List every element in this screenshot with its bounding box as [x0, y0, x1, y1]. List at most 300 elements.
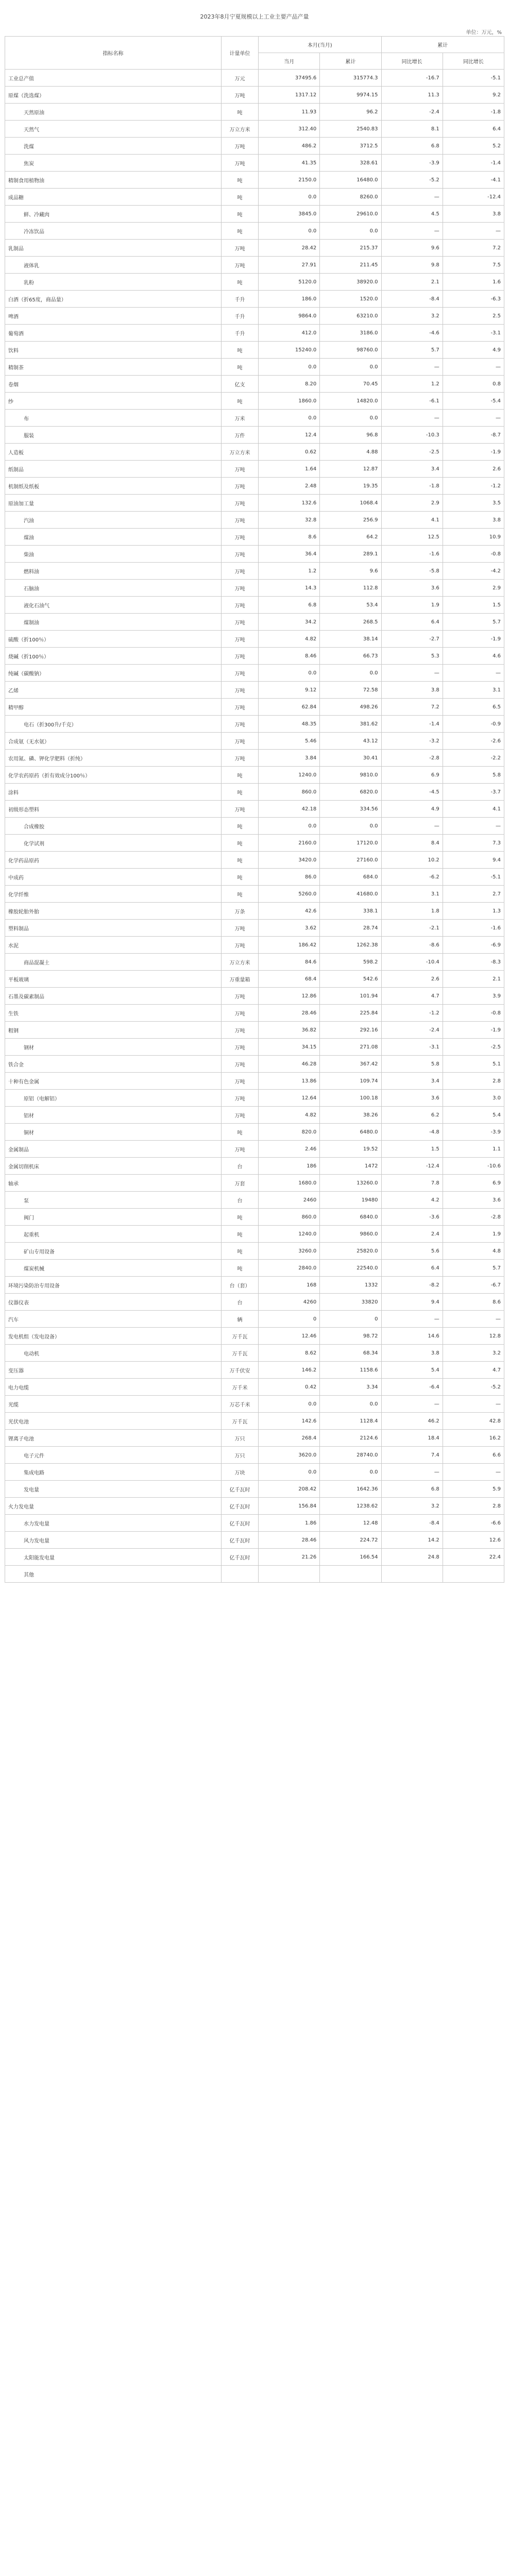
- row-cur-cell: 2160.0: [259, 835, 320, 852]
- row-name-cell: 工业总产值: [5, 70, 222, 87]
- table-row: [5, 376, 504, 393]
- row-cumg-cell: -1.4: [443, 155, 504, 172]
- row-unit-cell: 万立方米: [222, 121, 259, 138]
- row-name-cell: 中成药: [5, 869, 222, 886]
- row-unit-cell: 万吨: [222, 478, 259, 495]
- row-unit-cell: 万套: [222, 1175, 259, 1192]
- row-cum-cell: 28740.0: [320, 1447, 381, 1464]
- table-row: [5, 597, 504, 614]
- row-cum-cell: 3.34: [320, 1379, 381, 1396]
- row-cum-cell: 13260.0: [320, 1175, 381, 1192]
- row-cumg-cell: —: [443, 1464, 504, 1481]
- table-row: [5, 189, 504, 206]
- row-name-cell: 纯碱（碳酸钠）: [5, 665, 222, 682]
- row-name-cell: 煤炭机械: [5, 1260, 222, 1277]
- row-curg-cell: 6.4: [381, 614, 443, 631]
- row-name-cell: 乳制品: [5, 240, 222, 257]
- row-name-cell: 乳粉: [5, 274, 222, 291]
- table-row: [5, 308, 504, 325]
- row-cumg-cell: 1.1: [443, 1141, 504, 1158]
- row-unit-cell: 万吨: [222, 614, 259, 631]
- row-cur-cell: 27.91: [259, 257, 320, 274]
- row-curg-cell: 7.4: [381, 1447, 443, 1464]
- row-name-cell: 光缆: [5, 1396, 222, 1413]
- row-name-cell: 钢材: [5, 1039, 222, 1056]
- row-curg-cell: -3.9: [381, 155, 443, 172]
- row-name-cell: 煤油: [5, 529, 222, 546]
- row-cum-cell: 1158.6: [320, 1362, 381, 1379]
- row-cur-cell: 42.6: [259, 903, 320, 920]
- row-cumg-cell: 9.4: [443, 852, 504, 869]
- row-cur-cell: 0.0: [259, 359, 320, 376]
- row-curg-cell: 3.4: [381, 1073, 443, 1090]
- row-cumg-cell: 7.3: [443, 835, 504, 852]
- row-cumg-cell: -1.9: [443, 444, 504, 461]
- row-name-cell: 仪器仪表: [5, 1294, 222, 1311]
- table-row: [5, 1243, 504, 1260]
- row-cur-cell: 21.26: [259, 1549, 320, 1566]
- row-name-cell: 葡萄酒: [5, 325, 222, 342]
- row-cur-cell: 86.0: [259, 869, 320, 886]
- row-name-cell: 风力发电量: [5, 1532, 222, 1549]
- row-cum-cell: 19.52: [320, 1141, 381, 1158]
- table-row: [5, 1056, 504, 1073]
- row-cum-cell: 19480: [320, 1192, 381, 1209]
- row-cur-cell: 1860.0: [259, 393, 320, 410]
- row-cumg-cell: 6.4: [443, 121, 504, 138]
- row-cumg-cell: 3.0: [443, 1090, 504, 1107]
- row-unit-cell: 万吨: [222, 240, 259, 257]
- row-curg-cell: -8.6: [381, 937, 443, 954]
- row-name-cell: 乙烯: [5, 682, 222, 699]
- row-curg-cell: -6.1: [381, 393, 443, 410]
- row-name-cell: 化学试剂: [5, 835, 222, 852]
- row-cur-cell: 186.42: [259, 937, 320, 954]
- row-curg-cell: -2.1: [381, 920, 443, 937]
- table-row: [5, 512, 504, 529]
- row-curg-cell: 3.4: [381, 461, 443, 478]
- row-cumg-cell: 9.2: [443, 87, 504, 104]
- table-row: [5, 206, 504, 223]
- row-curg-cell: —: [381, 818, 443, 835]
- row-cumg-cell: 6.6: [443, 1447, 504, 1464]
- row-name-cell: 铝材: [5, 1107, 222, 1124]
- row-cur-cell: 11.93: [259, 104, 320, 121]
- row-cum-cell: 381.62: [320, 716, 381, 733]
- row-cur-cell: 42.18: [259, 801, 320, 818]
- row-cur-cell: 860.0: [259, 1209, 320, 1226]
- row-curg-cell: 2.1: [381, 274, 443, 291]
- row-cumg-cell: 2.9: [443, 580, 504, 597]
- row-curg-cell: -4.5: [381, 784, 443, 801]
- row-cumg-cell: 1.3: [443, 903, 504, 920]
- row-unit-cell: 吨: [222, 1260, 259, 1277]
- table-row: [5, 1532, 504, 1549]
- row-cumg-cell: 16.2: [443, 1430, 504, 1447]
- row-name-cell: 生铁: [5, 1005, 222, 1022]
- row-cur-cell: 32.8: [259, 512, 320, 529]
- row-name-cell: 洗煤: [5, 138, 222, 155]
- row-curg-cell: 1.9: [381, 597, 443, 614]
- row-name-cell: 电石（折300升/千克）: [5, 716, 222, 733]
- row-curg-cell: 3.2: [381, 308, 443, 325]
- row-unit-cell: 万吨: [222, 699, 259, 716]
- row-unit-cell: 亿支: [222, 376, 259, 393]
- row-cumg-cell: —: [443, 410, 504, 427]
- table-row: [5, 410, 504, 427]
- row-cum-cell: 101.94: [320, 988, 381, 1005]
- row-unit-cell: 吨: [222, 818, 259, 835]
- row-curg-cell: 3.1: [381, 886, 443, 903]
- row-cum-cell: 0.0: [320, 1396, 381, 1413]
- row-cur-cell: 0.0: [259, 223, 320, 240]
- row-curg-cell: 5.6: [381, 1243, 443, 1260]
- row-cumg-cell: -2.2: [443, 750, 504, 767]
- row-cum-cell: 9.6: [320, 563, 381, 580]
- row-cur-cell: 0.62: [259, 444, 320, 461]
- table-row: [5, 342, 504, 359]
- row-cur-cell: 6.8: [259, 597, 320, 614]
- row-name-cell: 涂料: [5, 784, 222, 801]
- table-row: [5, 1294, 504, 1311]
- table-row: [5, 1022, 504, 1039]
- row-name-cell: 其他: [5, 1566, 222, 1583]
- table-row: [5, 257, 504, 274]
- row-unit-cell: 吨: [222, 835, 259, 852]
- row-unit-cell: 万吨: [222, 1107, 259, 1124]
- row-unit-cell: 吨: [222, 342, 259, 359]
- row-unit-cell: 万吨: [222, 920, 259, 937]
- row-cumg-cell: 5.4: [443, 1107, 504, 1124]
- row-cum-cell: 598.2: [320, 954, 381, 971]
- row-unit-cell: 吨: [222, 206, 259, 223]
- row-cum-cell: 8260.0: [320, 189, 381, 206]
- row-cumg-cell: -6.7: [443, 1277, 504, 1294]
- row-cumg-cell: 4.8: [443, 1243, 504, 1260]
- table-row: [5, 971, 504, 988]
- row-name-cell: 石墨及碳素制品: [5, 988, 222, 1005]
- row-cumg-cell: 22.4: [443, 1549, 504, 1566]
- row-name-cell: 汽油: [5, 512, 222, 529]
- row-unit-cell: 万芯千米: [222, 1396, 259, 1413]
- table-row: [5, 563, 504, 580]
- row-curg-cell: —: [381, 1464, 443, 1481]
- row-curg-cell: 46.2: [381, 1413, 443, 1430]
- row-cumg-cell: -6.3: [443, 291, 504, 308]
- row-name-cell: 太阳能发电量: [5, 1549, 222, 1566]
- row-cum-cell: 9810.0: [320, 767, 381, 784]
- table-row: [5, 784, 504, 801]
- table-row: [5, 869, 504, 886]
- row-curg-cell: 4.5: [381, 206, 443, 223]
- row-curg-cell: 6.8: [381, 1481, 443, 1498]
- row-unit-cell: 万吨: [222, 529, 259, 546]
- row-cur-cell: 28.42: [259, 240, 320, 257]
- row-unit-cell: 万吨: [222, 988, 259, 1005]
- row-cum-cell: 16480.0: [320, 172, 381, 189]
- table-row: [5, 223, 504, 240]
- row-cum-cell: 68.34: [320, 1345, 381, 1362]
- row-name-cell: 合成氨（无水氨）: [5, 733, 222, 750]
- row-curg-cell: 14.6: [381, 1328, 443, 1345]
- table-row: [5, 682, 504, 699]
- header-name: 指标名称: [5, 37, 222, 70]
- row-name-cell: 电子元件: [5, 1447, 222, 1464]
- row-cur-cell: 48.35: [259, 716, 320, 733]
- row-cur-cell: 0.42: [259, 1379, 320, 1396]
- row-cum-cell: 225.84: [320, 1005, 381, 1022]
- table-row: [5, 937, 504, 954]
- table-row: [5, 104, 504, 121]
- row-cumg-cell: 3.8: [443, 206, 504, 223]
- row-cur-cell: 2840.0: [259, 1260, 320, 1277]
- row-name-cell: 光伏电池: [5, 1413, 222, 1430]
- row-name-cell: 烧碱（折100％）: [5, 648, 222, 665]
- row-cur-cell: 486.2: [259, 138, 320, 155]
- row-cum-cell: [320, 1566, 381, 1583]
- row-name-cell: 天然气: [5, 121, 222, 138]
- table-row: [5, 1515, 504, 1532]
- row-unit-cell: 万件: [222, 427, 259, 444]
- row-name-cell: 化学农药原药（折有效成分100％）: [5, 767, 222, 784]
- row-curg-cell: -5.8: [381, 563, 443, 580]
- row-unit-cell: 万吨: [222, 597, 259, 614]
- row-cur-cell: 9.12: [259, 682, 320, 699]
- row-name-cell: 平板玻璃: [5, 971, 222, 988]
- row-curg-cell: -2.4: [381, 1022, 443, 1039]
- row-cumg-cell: 0.8: [443, 376, 504, 393]
- row-cumg-cell: 5.7: [443, 1260, 504, 1277]
- row-name-cell: 原铝（电解铝）: [5, 1090, 222, 1107]
- row-name-cell: 十种有色金属: [5, 1073, 222, 1090]
- row-unit-cell: 亿千瓦时: [222, 1515, 259, 1532]
- row-unit-cell: 万吨: [222, 512, 259, 529]
- row-cum-cell: 224.72: [320, 1532, 381, 1549]
- row-cur-cell: 34.2: [259, 614, 320, 631]
- row-cur-cell: 1240.0: [259, 1226, 320, 1243]
- row-cumg-cell: -4.2: [443, 563, 504, 580]
- table-body: [5, 70, 504, 1583]
- row-cumg-cell: 6.9: [443, 1175, 504, 1192]
- row-name-cell: 金属制品: [5, 1141, 222, 1158]
- row-cum-cell: 22540.0: [320, 1260, 381, 1277]
- row-unit-cell: 吨: [222, 1124, 259, 1141]
- row-cum-cell: 14820.0: [320, 393, 381, 410]
- row-cum-cell: 109.74: [320, 1073, 381, 1090]
- row-cum-cell: 17120.0: [320, 835, 381, 852]
- row-cur-cell: 1.86: [259, 1515, 320, 1532]
- row-cur-cell: 132.6: [259, 495, 320, 512]
- row-curg-cell: 9.4: [381, 1294, 443, 1311]
- row-cum-cell: 289.1: [320, 546, 381, 563]
- row-cum-cell: 0.0: [320, 223, 381, 240]
- row-cum-cell: 684.0: [320, 869, 381, 886]
- row-cum-cell: 542.6: [320, 971, 381, 988]
- row-cumg-cell: 3.2: [443, 1345, 504, 1362]
- row-cur-cell: 28.46: [259, 1532, 320, 1549]
- row-unit-cell: 万条: [222, 903, 259, 920]
- row-cum-cell: 328.61: [320, 155, 381, 172]
- row-cum-cell: 66.73: [320, 648, 381, 665]
- row-curg-cell: 3.6: [381, 1090, 443, 1107]
- row-unit-cell: [222, 1566, 259, 1583]
- row-cum-cell: 211.45: [320, 257, 381, 274]
- table-row: [5, 954, 504, 971]
- row-cur-cell: 5260.0: [259, 886, 320, 903]
- row-cumg-cell: 1.5: [443, 597, 504, 614]
- row-cumg-cell: -5.1: [443, 869, 504, 886]
- table-row: [5, 1192, 504, 1209]
- table-row: [5, 240, 504, 257]
- table-row: [5, 1005, 504, 1022]
- row-cumg-cell: 1.6: [443, 274, 504, 291]
- row-unit-cell: 万米: [222, 410, 259, 427]
- table-row: [5, 87, 504, 104]
- row-cumg-cell: 7.5: [443, 257, 504, 274]
- row-cumg-cell: 3.6: [443, 1192, 504, 1209]
- table-row: [5, 274, 504, 291]
- row-cum-cell: 41680.0: [320, 886, 381, 903]
- row-name-cell: 铁合金: [5, 1056, 222, 1073]
- row-unit-cell: 万吨: [222, 495, 259, 512]
- row-cum-cell: 43.12: [320, 733, 381, 750]
- row-unit-cell: 万立方米: [222, 444, 259, 461]
- row-name-cell: 啤酒: [5, 308, 222, 325]
- row-cumg-cell: 5.2: [443, 138, 504, 155]
- row-name-cell: 化学药品原药: [5, 852, 222, 869]
- row-cum-cell: 367.42: [320, 1056, 381, 1073]
- row-cum-cell: 38.14: [320, 631, 381, 648]
- row-name-cell: 电动机: [5, 1345, 222, 1362]
- row-unit-cell: 辆: [222, 1311, 259, 1328]
- row-unit-cell: 万吨: [222, 1090, 259, 1107]
- row-cur-cell: 1240.0: [259, 767, 320, 784]
- table-row: [5, 427, 504, 444]
- row-name-cell: 机制纸及纸板: [5, 478, 222, 495]
- row-curg-cell: -3.6: [381, 1209, 443, 1226]
- row-unit-cell: 万吨: [222, 155, 259, 172]
- row-name-cell: 变压器: [5, 1362, 222, 1379]
- row-name-cell: 汽车: [5, 1311, 222, 1328]
- row-cumg-cell: 12.8: [443, 1328, 504, 1345]
- row-cur-cell: 34.15: [259, 1039, 320, 1056]
- row-cum-cell: 100.18: [320, 1090, 381, 1107]
- row-curg-cell: 8.1: [381, 121, 443, 138]
- table-row: [5, 750, 504, 767]
- table-row: [5, 121, 504, 138]
- row-cum-cell: 70.45: [320, 376, 381, 393]
- row-cum-cell: 334.56: [320, 801, 381, 818]
- table-row: [5, 665, 504, 682]
- table-row: [5, 631, 504, 648]
- row-unit-cell: 万只: [222, 1447, 259, 1464]
- row-curg-cell: 4.1: [381, 512, 443, 529]
- table-row: [5, 1073, 504, 1090]
- table-row: [5, 1345, 504, 1362]
- row-cum-cell: 12.48: [320, 1515, 381, 1532]
- row-unit-cell: 吨: [222, 104, 259, 121]
- table-row: [5, 699, 504, 716]
- row-curg-cell: 2.9: [381, 495, 443, 512]
- row-cur-cell: 412.0: [259, 325, 320, 342]
- row-cum-cell: 338.1: [320, 903, 381, 920]
- row-curg-cell: [381, 1566, 443, 1583]
- table-row: [5, 1124, 504, 1141]
- table-row: [5, 1379, 504, 1396]
- row-name-cell: 精甲醇: [5, 699, 222, 716]
- row-curg-cell: 4.7: [381, 988, 443, 1005]
- row-name-cell: 发电机组（发电设备）: [5, 1328, 222, 1345]
- row-unit-cell: 万吨: [222, 1022, 259, 1039]
- row-unit-cell: 万千瓦: [222, 1345, 259, 1362]
- row-cum-cell: 19.35: [320, 478, 381, 495]
- row-unit-cell: 吨: [222, 886, 259, 903]
- row-cumg-cell: -6.6: [443, 1515, 504, 1532]
- row-name-cell: 铜材: [5, 1124, 222, 1141]
- row-cur-cell: 8.46: [259, 648, 320, 665]
- header-cumulative-value: 累计: [320, 53, 381, 70]
- row-cumg-cell: [443, 1566, 504, 1583]
- row-curg-cell: —: [381, 1396, 443, 1413]
- row-name-cell: 人造板: [5, 444, 222, 461]
- row-cum-cell: 3712.5: [320, 138, 381, 155]
- row-cur-cell: 186.0: [259, 291, 320, 308]
- row-unit-cell: 吨: [222, 274, 259, 291]
- row-cumg-cell: -2.6: [443, 733, 504, 750]
- row-curg-cell: 4.2: [381, 1192, 443, 1209]
- row-cum-cell: 268.5: [320, 614, 381, 631]
- row-name-cell: 农用氮、磷、钾化学肥料（折纯）: [5, 750, 222, 767]
- page-title: 2023年8月宁夏规模以上工业主要产品产量: [200, 13, 309, 20]
- table-row: [5, 1549, 504, 1566]
- row-cumg-cell: -1.8: [443, 104, 504, 121]
- row-unit-cell: 亿千瓦时: [222, 1549, 259, 1566]
- row-curg-cell: -1.4: [381, 716, 443, 733]
- row-cur-cell: 0.0: [259, 189, 320, 206]
- table-row: [5, 495, 504, 512]
- row-unit-cell: 万块: [222, 1464, 259, 1481]
- row-unit-cell: 台: [222, 1158, 259, 1175]
- row-cur-cell: 0.0: [259, 1464, 320, 1481]
- row-name-cell: 橡胶轮胎外胎: [5, 903, 222, 920]
- row-cum-cell: 271.08: [320, 1039, 381, 1056]
- row-cumg-cell: 7.2: [443, 240, 504, 257]
- row-cum-cell: 29610.0: [320, 206, 381, 223]
- table-row: [5, 138, 504, 155]
- row-cumg-cell: -3.1: [443, 325, 504, 342]
- header-current-growth: 同比增长: [381, 53, 443, 70]
- row-unit-cell: 万吨: [222, 750, 259, 767]
- row-cumg-cell: 6.5: [443, 699, 504, 716]
- row-cur-cell: 0.0: [259, 818, 320, 835]
- row-unit-cell: 吨: [222, 784, 259, 801]
- row-curg-cell: -2.8: [381, 750, 443, 767]
- row-name-cell: 环境污染防治专用设备: [5, 1277, 222, 1294]
- row-curg-cell: 3.2: [381, 1498, 443, 1515]
- row-curg-cell: —: [381, 359, 443, 376]
- row-cum-cell: 0.0: [320, 1464, 381, 1481]
- row-curg-cell: 6.2: [381, 1107, 443, 1124]
- row-curg-cell: 2.6: [381, 971, 443, 988]
- row-name-cell: 塑料制品: [5, 920, 222, 937]
- row-cur-cell: 9864.0: [259, 308, 320, 325]
- row-name-cell: 服装: [5, 427, 222, 444]
- row-curg-cell: 7.8: [381, 1175, 443, 1192]
- row-cumg-cell: 5.8: [443, 767, 504, 784]
- row-cum-cell: 1642.36: [320, 1481, 381, 1498]
- row-cum-cell: 292.16: [320, 1022, 381, 1039]
- row-unit-cell: 千升: [222, 291, 259, 308]
